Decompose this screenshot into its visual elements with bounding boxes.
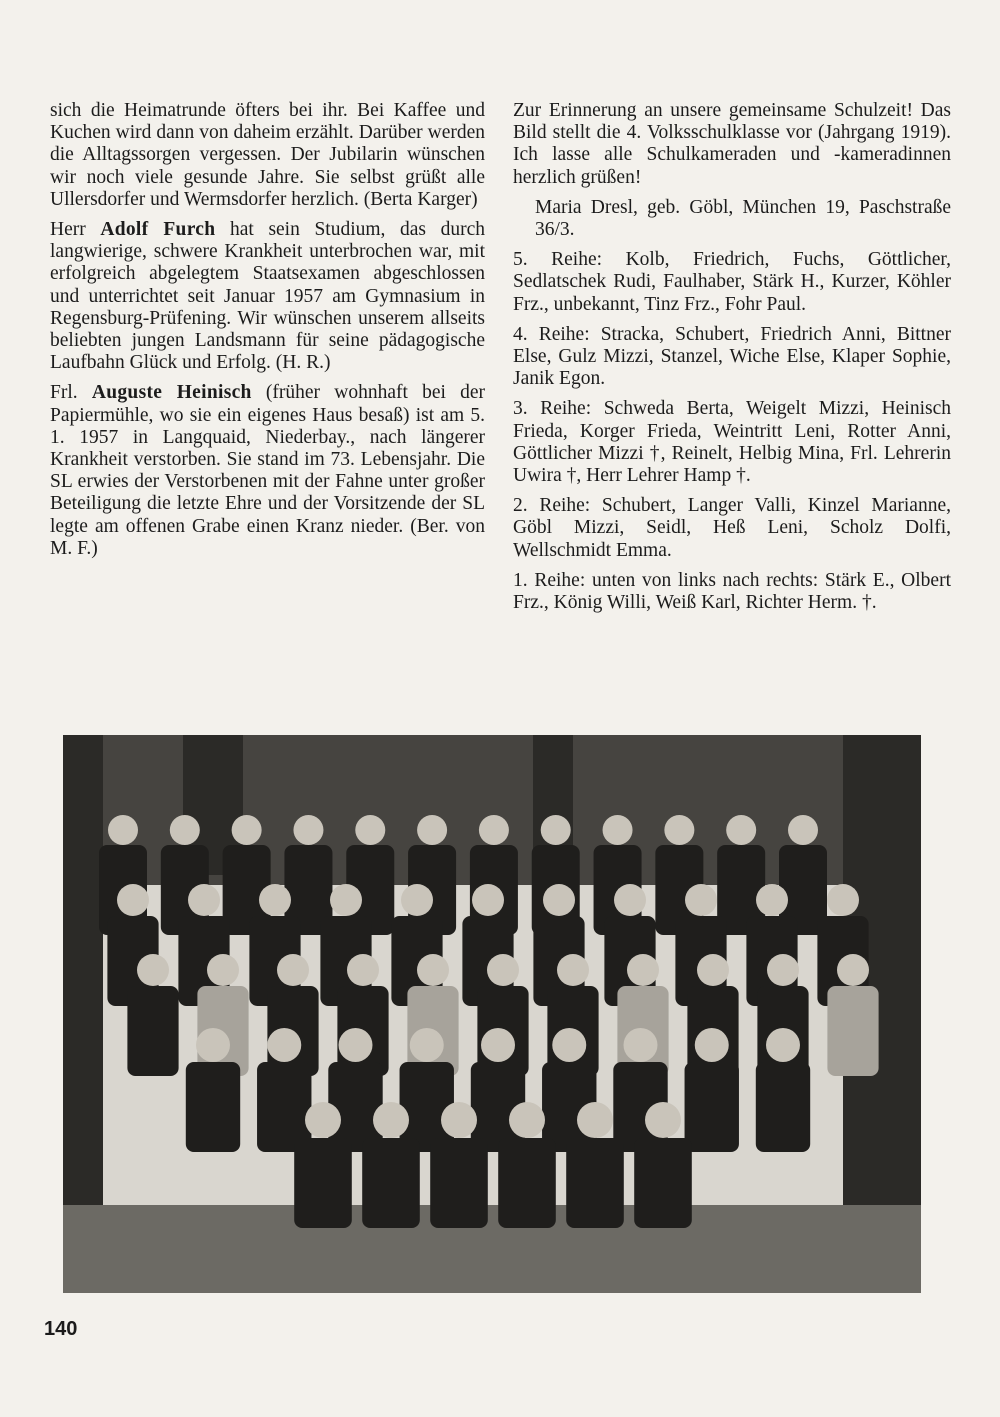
person-face	[373, 1102, 409, 1138]
person-face	[170, 815, 200, 845]
person-body	[498, 1138, 556, 1228]
person-face	[293, 815, 323, 845]
class-photo-image	[63, 735, 921, 1293]
person-face	[827, 884, 859, 916]
paragraph-body: (früher wohnhaft bei der Papiermühle, wo sie ein eigenes Haus besaß) ist am 5. 1. 1957 in Langquaid, Niederbay., nach längerer Krankheit verstorben. Sie stand im 73. Lebensjahr. Die SL erwies der Verstorbenen mit der Fahne unter großer Beteiligung die letzte Ehre und der Vorsitzende der SL legte am offenen Grabe einen Kranz nieder. (Ber. von M. F.)	[50, 382, 486, 559]
person-body	[685, 1062, 739, 1152]
person-face	[664, 815, 694, 845]
page-number: 140	[44, 1318, 78, 1340]
person-face	[767, 954, 799, 986]
person-face	[697, 954, 729, 986]
person-name: Auguste Heinisch	[91, 382, 252, 404]
person-body	[566, 1138, 624, 1228]
person-face	[417, 815, 447, 845]
row-2-names: 2. Reihe: Schubert, Langer Valli, Kinzel Marianne, Göbl Mizzi, Seidl, Heß Leni, Scholz Dolfi, Wellschmidt Emma.	[513, 495, 951, 561]
person-body	[294, 1138, 352, 1228]
left-column	[50, 100, 485, 568]
person-face	[207, 954, 239, 986]
person-face	[330, 884, 362, 916]
person-body	[186, 1062, 240, 1152]
person-body	[756, 1062, 810, 1152]
row-3-names: 3. Reihe: Schweda Berta, Weigelt Mizzi, Heinisch Frieda, Korger Frieda, Weintritt Leni, Rotter Anni, Göttlicher Mizzi †, Reinelt, Helbig Mina, Frl. Lehrerin Uwira †, Herr Lehrer Hamp †.	[513, 398, 951, 487]
intro-text: Zur Erinnerung an unsere gemeinsame Schulzeit! Das Bild stellt die 4. Volksschulklasse vor (Jahrgang 1919). Ich lasse alle Schulkameraden und -kameradinnen herzlich grüßen!	[513, 100, 951, 188]
right-column	[513, 100, 951, 622]
person-face	[577, 1102, 613, 1138]
person-face	[756, 884, 788, 916]
person-face	[259, 884, 291, 916]
person-face	[267, 1028, 301, 1062]
person-face	[541, 815, 571, 845]
person-face	[339, 1028, 373, 1062]
row-1-names: 1. Reihe: unten von links nach rechts: Stärk E., Olbert Frz., König Willi, Weiß Karl, Richter Herm. †.	[513, 569, 951, 614]
person-face	[417, 954, 449, 986]
paragraph-auguste-heinisch	[50, 382, 485, 560]
person-face	[766, 1028, 800, 1062]
person-face	[788, 815, 818, 845]
person-face	[543, 884, 575, 916]
paragraph-body: hat sein Studium, das durch langwierige, schwere Krankheit unterbrochen war, mit erfolgreich abgelegtem Staatsexamen abgeschlossen und unterrichtet seit Januar 1957 am Gymnasium in Regensburg-Prüfening. Wir wünschen unserem allseits beliebten jungen Landsmann für seine pädagogische Laufbahn Glück und Erfolg. (H. R.)	[50, 219, 486, 374]
person-face	[614, 884, 646, 916]
person-face	[837, 954, 869, 986]
person-face	[410, 1028, 444, 1062]
prefix: Frl.	[50, 382, 78, 404]
person-face	[726, 815, 756, 845]
person-face	[685, 884, 717, 916]
person-face	[479, 815, 509, 845]
person-name: Adolf Furch	[100, 219, 216, 241]
person-face	[645, 1102, 681, 1138]
signature: Maria Dresl, geb. Göbl, München 19, Paschstraße 36/3.	[535, 196, 951, 241]
person-body	[127, 986, 178, 1076]
paragraph-adolf-furch	[50, 219, 485, 374]
person-face	[232, 815, 262, 845]
person-face	[196, 1028, 230, 1062]
person-body	[430, 1138, 488, 1228]
person-face	[552, 1028, 586, 1062]
person-face	[355, 815, 385, 845]
paragraph-jubilarin: sich die Heimatrunde öfters bei ihr. Bei Kaffee und Kuchen wird dann von daheim erzählt. Darüber werden die Alltagssorgen vergessen. Der Jubilarin wünschen wir noch viele gesunde Jahre. Sie selbst grüßt alle Ullersdorfer und Wermsdorfer herzlich. (Berta Karger)	[50, 100, 485, 210]
person-face	[305, 1102, 341, 1138]
row-5-names: 5. Reihe: Kolb, Friedrich, Fuchs, Göttlicher, Sedlatschek Rudi, Faulhaber, Stärk H., Kurzer, Köhler Frz., unbekannt, Tinz Frz., Fohr Paul.	[513, 249, 951, 315]
person-face	[188, 884, 220, 916]
person-face	[277, 954, 309, 986]
person-face	[603, 815, 633, 845]
person-body	[362, 1138, 420, 1228]
person-body	[634, 1138, 692, 1228]
person-face	[695, 1028, 729, 1062]
row-4-names: 4. Reihe: Stracka, Schubert, Friedrich Anni, Bittner Else, Gulz Mizzi, Stanzel, Wiche Else, Klaper Sophie, Janik Egon.	[513, 323, 951, 390]
person-face	[401, 884, 433, 916]
person-face	[509, 1102, 545, 1138]
person-body	[827, 986, 878, 1076]
person-face	[557, 954, 589, 986]
person-face	[627, 954, 659, 986]
class-photo	[63, 735, 921, 1293]
person-face	[347, 954, 379, 986]
person-face	[137, 954, 169, 986]
person-face	[481, 1028, 515, 1062]
person-face	[108, 815, 138, 845]
person-face	[624, 1028, 658, 1062]
person-face	[472, 884, 504, 916]
person-face	[441, 1102, 477, 1138]
person-face	[117, 884, 149, 916]
prefix: Herr	[50, 219, 86, 241]
person-face	[487, 954, 519, 986]
